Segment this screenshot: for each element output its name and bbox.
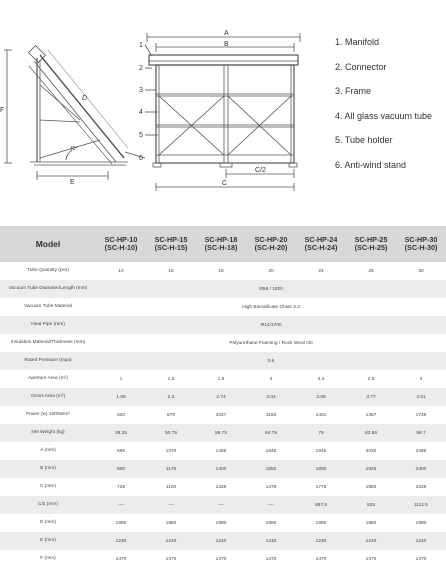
table-cell: 20 — [246, 262, 296, 280]
table-cell: 3.77 — [346, 388, 396, 406]
table-cell: 2.3 — [146, 388, 196, 406]
legend-item: 4. All glass vacuum tube — [335, 110, 433, 121]
table-cell: 1775 — [296, 478, 346, 496]
table-cell: 10 — [96, 262, 146, 280]
table-cell: 1400 — [196, 460, 246, 478]
table-cell: 1748 — [396, 406, 446, 424]
table-cell: 887.5 — [296, 496, 346, 514]
table-cell: 2.4 — [296, 370, 346, 388]
table-cell: 4.51 — [396, 388, 446, 406]
table-row — [0, 388, 446, 406]
table-row — [0, 298, 446, 316]
legend-item: 6. Anti-wind stand — [335, 159, 407, 170]
row-label: A (mm) — [0, 442, 96, 460]
row-label: Gross Area (m²) — [0, 388, 96, 406]
table-cell: 1980 — [296, 514, 346, 532]
header-model-5 — [296, 226, 346, 262]
table-cell: 64.75 — [246, 424, 296, 442]
table-cell: 870 — [146, 406, 196, 424]
dim-label-c: C — [222, 180, 228, 187]
header-row — [0, 226, 446, 262]
table-row — [0, 352, 446, 370]
table-cell: 1645 — [246, 442, 296, 460]
table-cell: 1470 — [196, 550, 246, 568]
table-cell: 1240 — [346, 532, 396, 550]
header-model-6 — [346, 226, 396, 262]
spec-table — [0, 226, 446, 568]
table-cell: 1925 — [346, 460, 396, 478]
table-body — [0, 262, 446, 568]
row-label: C/2 (mm) — [0, 496, 96, 514]
table-cell: 3.66 — [296, 388, 346, 406]
callout-1: 1 — [139, 42, 143, 49]
header-model-line: SC-HP-18 — [204, 235, 238, 244]
table-cell: — — [96, 496, 146, 514]
header-model-line: SC-HP-30 — [404, 235, 438, 244]
legend-item: 2. Connector — [335, 61, 387, 72]
row-label: F (mm) — [0, 550, 96, 568]
table-cell: 1240 — [196, 532, 246, 550]
table-cell-span: 0.6 — [96, 352, 446, 370]
table-cell: 1 — [96, 370, 146, 388]
callout-3: 3 — [139, 87, 143, 94]
table-row — [0, 442, 446, 460]
table-cell: 1240 — [296, 532, 346, 550]
table-cell: 15 — [146, 262, 196, 280]
table-cell: 2.74 — [196, 388, 246, 406]
table-cell: 18 — [196, 262, 246, 280]
table-cell: 1850 — [296, 460, 346, 478]
table-cell: 1457 — [346, 406, 396, 424]
table-cell: 50.75 — [146, 424, 196, 442]
row-label: Net Weight (kg) — [0, 424, 96, 442]
table-cell: 800 — [96, 460, 146, 478]
callout-5: 5 — [139, 132, 143, 139]
header-model-line: SC-HP-24 — [304, 235, 338, 244]
side-view — [4, 46, 128, 180]
table-cell: 58.75 — [196, 424, 246, 442]
table-cell: 1166 — [246, 406, 296, 424]
table-cell: 1980 — [246, 514, 296, 532]
header-model-line: SC-HP-20 — [254, 235, 288, 244]
table-cell: 1470 — [296, 550, 346, 568]
table-row — [0, 316, 446, 334]
header-model-line: (SC-H-20) — [254, 243, 288, 252]
row-label: Vacuum Tube Material — [0, 298, 96, 316]
table-cell: 1470 — [346, 550, 396, 568]
table-cell: 1470 — [246, 550, 296, 568]
header-model-2 — [146, 226, 196, 262]
table-cell: 1047 — [196, 406, 246, 424]
legend-item: 5. Tube holder — [335, 135, 393, 145]
legend-item: 3. Frame — [335, 86, 372, 96]
table-cell: 38.25 — [96, 424, 146, 442]
table-cell-span: Φ14/1700 — [96, 316, 446, 334]
table-cell: 1550 — [246, 460, 296, 478]
table-cell: 3 — [396, 370, 446, 388]
table-cell: 98.7 — [396, 424, 446, 442]
table-cell: 1850 — [346, 478, 396, 496]
callout-6: 6 — [139, 155, 143, 162]
dim-label-c2: C/2 — [255, 167, 266, 174]
header-model-3 — [196, 226, 246, 262]
table-row — [0, 406, 446, 424]
front-view — [125, 33, 300, 191]
row-label: B (mm) — [0, 460, 96, 478]
dim-label-a: A — [224, 30, 229, 37]
row-label: Rated Pressure (mpa) — [0, 352, 96, 370]
table-cell: 1470 — [96, 550, 146, 568]
table-cell: 1980 — [396, 514, 446, 532]
table-row — [0, 496, 446, 514]
header-model-line: SC-HP-15 — [154, 235, 188, 244]
row-label: Tube Quantity (pcs) — [0, 262, 96, 280]
row-label: Aperture Area (m²) — [0, 370, 96, 388]
table-cell: 1470 — [396, 550, 446, 568]
row-label: E (mm) — [0, 532, 96, 550]
dim-label-d: D — [82, 95, 88, 102]
header-model-label: Model — [0, 226, 96, 262]
table-cell: 25 — [346, 262, 396, 280]
row-label: C (mm) — [0, 478, 96, 496]
table-cell: 2020 — [346, 442, 396, 460]
header-model-7 — [396, 226, 446, 262]
header-model-line: (SC-H-24) — [304, 243, 338, 252]
header-model-4 — [246, 226, 296, 262]
table-cell: 1980 — [346, 514, 396, 532]
table-cell: 1240 — [146, 532, 196, 550]
table-cell: 728 — [96, 478, 146, 496]
row-label: Insulation Material/Thickness (mm) — [0, 334, 96, 352]
row-label: Vacuum Tube Diameter/Length (mm) — [0, 280, 96, 298]
table-row — [0, 514, 446, 532]
table-cell: — — [146, 496, 196, 514]
table-cell: 2 — [246, 370, 296, 388]
table-cell: — — [246, 496, 296, 514]
header-model-line: SC-HP-25 — [354, 235, 388, 244]
header-model-line: (SC-H-18) — [204, 243, 238, 252]
table-cell-span: Φ58 / 1800 — [96, 280, 446, 298]
table-row — [0, 532, 446, 550]
table-row — [0, 478, 446, 496]
table-cell: 1.8 — [196, 370, 246, 388]
table-row — [0, 460, 446, 478]
table-cell: 79 — [296, 424, 346, 442]
table-cell: 1328 — [196, 478, 246, 496]
row-label: Heat Pipe (mm) — [0, 316, 96, 334]
parts-legend — [335, 36, 432, 183]
angle-label: 45° — [70, 146, 78, 152]
row-label: D (mm) — [0, 514, 96, 532]
table-cell: 895 — [96, 442, 146, 460]
table-row — [0, 262, 446, 280]
table-cell: 24 — [296, 262, 346, 280]
table-cell: 1240 — [396, 532, 446, 550]
header-model-line: (SC-H-15) — [154, 243, 188, 252]
table-cell: 2300 — [396, 460, 446, 478]
header-model-line: (SC-H-25) — [354, 243, 388, 252]
table-row — [0, 424, 446, 442]
header-model-line: (SC-H-10) — [104, 243, 138, 252]
table-cell: 1945 — [296, 442, 346, 460]
table-row — [0, 280, 446, 298]
table-cell: 1495 — [196, 442, 246, 460]
legend-item: 1. Manifold — [335, 37, 380, 47]
table-cell: 1240 — [96, 532, 146, 550]
dim-label-f: F — [0, 107, 5, 114]
table-row — [0, 334, 446, 352]
table-cell: 1980 — [146, 514, 196, 532]
header-model-line: SC-HP-10 — [104, 235, 138, 244]
table-cell: 1980 — [196, 514, 246, 532]
table-cell: 2395 — [396, 442, 446, 460]
technical-drawing — [0, 0, 446, 200]
table-cell: 1478 — [246, 478, 296, 496]
table-cell: 3.04 — [246, 388, 296, 406]
table-cell: 620 — [96, 406, 146, 424]
table-cell: 1401 — [296, 406, 346, 424]
header-model-1 — [96, 226, 146, 262]
table-cell: 30 — [396, 262, 446, 280]
callout-2: 2 — [139, 65, 143, 72]
table-cell: 1470 — [146, 550, 196, 568]
table-cell: 925 — [346, 496, 396, 514]
table-cell: 1240 — [246, 532, 296, 550]
table-header — [0, 226, 446, 262]
table-cell: 1980 — [96, 514, 146, 532]
table-cell: — — [196, 496, 246, 514]
table-cell: 2.5 — [346, 370, 396, 388]
table-cell: 1.56 — [96, 388, 146, 406]
table-cell: 1.5 — [146, 370, 196, 388]
row-label: Power (w) 1000w/m² — [0, 406, 96, 424]
table-cell: 1100 — [146, 478, 196, 496]
table-row — [0, 550, 446, 568]
dim-label-b: B — [224, 41, 229, 48]
table-cell: 1112.5 — [396, 496, 446, 514]
dim-label-e: E — [70, 179, 75, 186]
table-cell: 1175 — [146, 460, 196, 478]
table-cell: 1270 — [146, 442, 196, 460]
table-cell-span: Polyurethane Foaming / Rock Wool /40 — [96, 334, 446, 352]
header-model-line: (SC-H-30) — [404, 243, 438, 252]
table-cell: 2228 — [396, 478, 446, 496]
callout-4: 4 — [139, 109, 143, 116]
table-cell-span: High Borosilicate Glass 3.3 — [96, 298, 446, 316]
table-row — [0, 370, 446, 388]
table-cell: 83.56 — [346, 424, 396, 442]
